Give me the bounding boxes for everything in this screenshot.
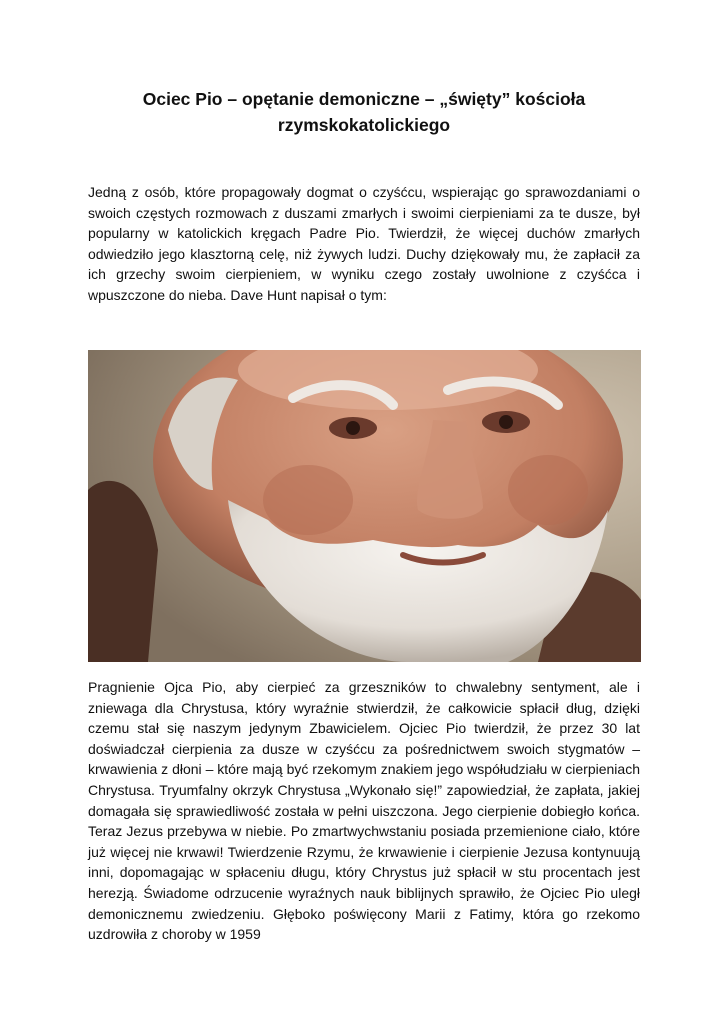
paragraph-intro: Jedną z osób, które propagowały dogmat o czyśćcu, wspierając go sprawozdaniami o swoich częstych rozmowach z duszami zmarłych i swoimi cierpieniami za te dusze, był popularny w katolickich kręgach Padre Pio. Twierdził, że więcej duchów zmarłych odwiedziło jego klasztorną celę, niż żywych ludzi. Duchy dziękowały mu, że zapłacił za ich grzechy swoim cierpieniem, w wyniku czego zostały uwolnione z czyśćca i wpuszczone do nieba. Dave Hunt napisał o tym: [88, 184, 640, 303]
paragraph-quote: Pragnienie Ojca Pio, aby cierpieć za grzeszników to chwalebny sentyment, ale i zniewaga dla Chrystusa, który wyraźnie stwierdził, że całkowicie spłacił dług, dzięki czemu stał się naszym jedynym Zbawicielem. Ojciec Pio twierdził, że przez 30 lat doświadczał cierpienia za dusze w czyśćcu za pośrednictwem swoich stygmatów – krwawienia z dłoni – które mają być rzekomym znakiem jego współudziału w cierpieniach Chrystusa. Tryumfalny okrzyk Chrystusa „Wykonało się!” zapowiedział, że zapłata, jakiej domagała się sprawiedliwość została w pełni uiszczona. Jego cierpienie dobiegło końca. Teraz Jezus przebywa w niebie. Po zmartwychwstaniu posiada przemienione ciało, które już więcej nie krwawi! Twierdzenie Rzymu, że krwawienie i cierpienie Jezusa kontynuują inni, dopomagając w spłaceniu długu, który Chrystus już spłacił w stu procentach jest herezją. Świadome odrzucenie wyraźnych nauk biblijnych sprawiło, że Ojciec Pio uległ demonicznemu zwiedzeniu. Głęboko poświęcony Marii z Fatimy, która go rzekomo uzdrowiła z choroby w 1959 [88, 679, 640, 943]
portrait-photo [88, 350, 641, 662]
document-title: Ociec Pio – opętanie demoniczne – „święty” kościoła rzymskokatolickiego [142, 89, 586, 135]
